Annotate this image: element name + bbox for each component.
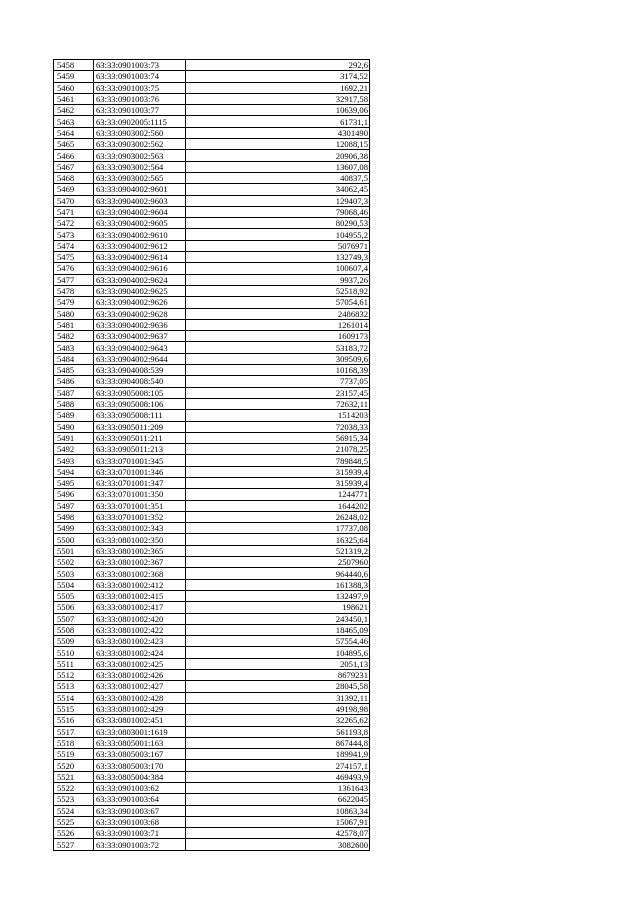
value-cell: 26248,02 bbox=[186, 511, 370, 522]
table-row bbox=[54, 240, 370, 251]
cadastral-number-cell: 63:33:0904002:9605 bbox=[94, 218, 186, 229]
table-row bbox=[54, 816, 370, 827]
row-number-cell: 5489 bbox=[54, 410, 94, 421]
cadastral-number-cell: 63:33:0904002:9603 bbox=[94, 195, 186, 206]
cadastral-number-cell: 63:33:0904002:9628 bbox=[94, 308, 186, 319]
row-number-cell: 5463 bbox=[54, 116, 94, 127]
cadastral-number-cell: 63:33:0701001:345 bbox=[94, 455, 186, 466]
cadastral-number-cell: 63:33:0904002:9637 bbox=[94, 331, 186, 342]
table-row bbox=[54, 477, 370, 488]
value-cell: 23157,45 bbox=[186, 387, 370, 398]
value-cell: 7737,05 bbox=[186, 376, 370, 387]
value-cell: 243450,1 bbox=[186, 613, 370, 624]
cadastral-number-cell: 63:33:0905011:209 bbox=[94, 421, 186, 432]
table-row bbox=[54, 613, 370, 624]
row-number-cell: 5512 bbox=[54, 670, 94, 681]
cadastral-number-cell: 63:33:0904002:9610 bbox=[94, 229, 186, 240]
value-cell: 32265,62 bbox=[186, 715, 370, 726]
row-number-cell: 5468 bbox=[54, 172, 94, 183]
cadastral-number-cell: 63:33:0801002:428 bbox=[94, 692, 186, 703]
table-row bbox=[54, 737, 370, 748]
row-number-cell: 5483 bbox=[54, 342, 94, 353]
cadastral-number-cell: 63:33:0904002:9616 bbox=[94, 263, 186, 274]
cadastral-number-cell: 63:33:0903002:565 bbox=[94, 172, 186, 183]
row-number-cell: 5496 bbox=[54, 489, 94, 500]
table-row bbox=[54, 692, 370, 703]
table-row bbox=[54, 602, 370, 613]
value-cell: 15067,91 bbox=[186, 816, 370, 827]
cadastral-number-cell: 63:33:0903002:564 bbox=[94, 161, 186, 172]
row-number-cell: 5460 bbox=[54, 82, 94, 93]
row-number-cell: 5513 bbox=[54, 681, 94, 692]
cadastral-number-cell: 63:33:0801002:343 bbox=[94, 523, 186, 534]
row-number-cell: 5497 bbox=[54, 500, 94, 511]
table-row bbox=[54, 545, 370, 556]
row-number-cell: 5475 bbox=[54, 252, 94, 263]
value-cell: 309509,6 bbox=[186, 353, 370, 364]
row-number-cell: 5488 bbox=[54, 398, 94, 409]
value-cell: 189941,9 bbox=[186, 749, 370, 760]
value-cell: 17737,08 bbox=[186, 523, 370, 534]
row-number-cell: 5514 bbox=[54, 692, 94, 703]
table-row bbox=[54, 60, 370, 71]
value-cell: 274157,1 bbox=[186, 760, 370, 771]
table-row bbox=[54, 161, 370, 172]
row-number-cell: 5469 bbox=[54, 184, 94, 195]
row-number-cell: 5479 bbox=[54, 297, 94, 308]
row-number-cell: 5506 bbox=[54, 602, 94, 613]
value-cell: 21078,25 bbox=[186, 444, 370, 455]
table-row bbox=[54, 82, 370, 93]
cadastral-number-cell: 63:33:0801002:451 bbox=[94, 715, 186, 726]
cadastral-number-cell: 63:33:0903002:560 bbox=[94, 127, 186, 138]
table-row bbox=[54, 116, 370, 127]
table-row bbox=[54, 703, 370, 714]
row-number-cell: 5478 bbox=[54, 285, 94, 296]
row-number-cell: 5487 bbox=[54, 387, 94, 398]
value-cell: 5076971 bbox=[186, 240, 370, 251]
row-number-cell: 5498 bbox=[54, 511, 94, 522]
value-cell: 1244771 bbox=[186, 489, 370, 500]
row-number-cell: 5492 bbox=[54, 444, 94, 455]
cadastral-number-cell: 63:33:0904008:539 bbox=[94, 365, 186, 376]
value-cell: 13607,08 bbox=[186, 161, 370, 172]
value-cell: 1261014 bbox=[186, 319, 370, 330]
table-row bbox=[54, 218, 370, 229]
table-row bbox=[54, 274, 370, 285]
value-cell: 4301490 bbox=[186, 127, 370, 138]
cadastral-number-cell: 63:33:0901003:74 bbox=[94, 71, 186, 82]
cadastral-number-cell: 63:33:0904002:9625 bbox=[94, 285, 186, 296]
table-row bbox=[54, 647, 370, 658]
value-cell: 79068,46 bbox=[186, 206, 370, 217]
cadastral-number-cell: 63:33:0905008:111 bbox=[94, 410, 186, 421]
cadastral-number-cell: 63:33:0905011:211 bbox=[94, 432, 186, 443]
row-number-cell: 5507 bbox=[54, 613, 94, 624]
row-number-cell: 5518 bbox=[54, 737, 94, 748]
row-number-cell: 5499 bbox=[54, 523, 94, 534]
table-row bbox=[54, 195, 370, 206]
value-cell: 9937,26 bbox=[186, 274, 370, 285]
value-cell: 18465,09 bbox=[186, 624, 370, 635]
value-cell: 61731,1 bbox=[186, 116, 370, 127]
cadastral-value-table bbox=[53, 59, 370, 851]
row-number-cell: 5502 bbox=[54, 557, 94, 568]
value-cell: 53183,72 bbox=[186, 342, 370, 353]
value-cell: 2507960 bbox=[186, 557, 370, 568]
cadastral-number-cell: 63:33:0905011:213 bbox=[94, 444, 186, 455]
table-row bbox=[54, 749, 370, 760]
table-row bbox=[54, 139, 370, 150]
value-cell: 1514203 bbox=[186, 410, 370, 421]
row-number-cell: 5458 bbox=[54, 60, 94, 71]
table-row bbox=[54, 421, 370, 432]
table-row bbox=[54, 263, 370, 274]
value-cell: 40837,5 bbox=[186, 172, 370, 183]
table-row bbox=[54, 387, 370, 398]
table-row bbox=[54, 523, 370, 534]
table-row bbox=[54, 466, 370, 477]
value-cell: 161388,3 bbox=[186, 579, 370, 590]
cadastral-number-cell: 63:33:0701001:350 bbox=[94, 489, 186, 500]
value-cell: 12088,15 bbox=[186, 139, 370, 150]
value-cell: 42578,07 bbox=[186, 828, 370, 839]
value-cell: 104955,2 bbox=[186, 229, 370, 240]
cadastral-number-cell: 63:33:0904002:9604 bbox=[94, 206, 186, 217]
row-number-cell: 5523 bbox=[54, 794, 94, 805]
cadastral-number-cell: 63:33:0901003:76 bbox=[94, 93, 186, 104]
table-row bbox=[54, 805, 370, 816]
row-number-cell: 5476 bbox=[54, 263, 94, 274]
table-row bbox=[54, 771, 370, 782]
row-number-cell: 5491 bbox=[54, 432, 94, 443]
cadastral-number-cell: 63:33:0904002:9636 bbox=[94, 319, 186, 330]
cadastral-number-cell: 63:33:0801002:412 bbox=[94, 579, 186, 590]
row-number-cell: 5493 bbox=[54, 455, 94, 466]
row-number-cell: 5501 bbox=[54, 545, 94, 556]
cadastral-number-cell: 63:33:0904002:9644 bbox=[94, 353, 186, 364]
value-cell: 31392,11 bbox=[186, 692, 370, 703]
value-cell: 72632,11 bbox=[186, 398, 370, 409]
cadastral-number-cell: 63:33:0901003:77 bbox=[94, 105, 186, 116]
cadastral-number-cell: 63:33:0901003:62 bbox=[94, 783, 186, 794]
table-row bbox=[54, 579, 370, 590]
table-row bbox=[54, 297, 370, 308]
table-row bbox=[54, 557, 370, 568]
table-row bbox=[54, 376, 370, 387]
cadastral-number-cell: 63:33:0801002:417 bbox=[94, 602, 186, 613]
row-number-cell: 5486 bbox=[54, 376, 94, 387]
table-row bbox=[54, 455, 370, 466]
value-cell: 10168,39 bbox=[186, 365, 370, 376]
table-row bbox=[54, 229, 370, 240]
value-cell: 8679231 bbox=[186, 670, 370, 681]
table-row bbox=[54, 715, 370, 726]
row-number-cell: 5484 bbox=[54, 353, 94, 364]
value-cell: 129407,3 bbox=[186, 195, 370, 206]
row-number-cell: 5473 bbox=[54, 229, 94, 240]
value-cell: 72038,33 bbox=[186, 421, 370, 432]
table-row bbox=[54, 353, 370, 364]
value-cell: 2051,13 bbox=[186, 658, 370, 669]
table-row bbox=[54, 658, 370, 669]
value-cell: 32917,58 bbox=[186, 93, 370, 104]
table-row bbox=[54, 500, 370, 511]
cadastral-number-cell: 63:33:0901003:64 bbox=[94, 794, 186, 805]
table-row bbox=[54, 794, 370, 805]
cadastral-number-cell: 63:33:0805001:163 bbox=[94, 737, 186, 748]
row-number-cell: 5525 bbox=[54, 816, 94, 827]
table-row bbox=[54, 206, 370, 217]
table-row bbox=[54, 398, 370, 409]
cadastral-number-cell: 63:33:0904002:9626 bbox=[94, 297, 186, 308]
value-cell: 57554,46 bbox=[186, 636, 370, 647]
row-number-cell: 5494 bbox=[54, 466, 94, 477]
row-number-cell: 5527 bbox=[54, 839, 94, 850]
cadastral-number-cell: 63:33:0801002:424 bbox=[94, 647, 186, 658]
row-number-cell: 5471 bbox=[54, 206, 94, 217]
cadastral-number-cell: 63:33:0801002:427 bbox=[94, 681, 186, 692]
cadastral-number-cell: 63:33:0801002:429 bbox=[94, 703, 186, 714]
table-row bbox=[54, 331, 370, 342]
cadastral-number-cell: 63:33:0904002:9612 bbox=[94, 240, 186, 251]
table-row bbox=[54, 670, 370, 681]
table-row bbox=[54, 432, 370, 443]
value-cell: 132749,3 bbox=[186, 252, 370, 263]
row-number-cell: 5485 bbox=[54, 365, 94, 376]
table-row bbox=[54, 568, 370, 579]
table-row bbox=[54, 150, 370, 161]
value-cell: 292,6 bbox=[186, 60, 370, 71]
cadastral-number-cell: 63:33:0903002:562 bbox=[94, 139, 186, 150]
cadastral-number-cell: 63:33:0801002:365 bbox=[94, 545, 186, 556]
table-row bbox=[54, 783, 370, 794]
table-row bbox=[54, 365, 370, 376]
value-cell: 28045,58 bbox=[186, 681, 370, 692]
row-number-cell: 5472 bbox=[54, 218, 94, 229]
table-row bbox=[54, 71, 370, 82]
value-cell: 1644202 bbox=[186, 500, 370, 511]
value-cell: 1361643 bbox=[186, 783, 370, 794]
cadastral-number-cell: 63:33:0801002:350 bbox=[94, 534, 186, 545]
row-number-cell: 5511 bbox=[54, 658, 94, 669]
table-row bbox=[54, 681, 370, 692]
row-number-cell: 5465 bbox=[54, 139, 94, 150]
cadastral-number-cell: 63:33:0905008:106 bbox=[94, 398, 186, 409]
row-number-cell: 5481 bbox=[54, 319, 94, 330]
row-number-cell: 5504 bbox=[54, 579, 94, 590]
row-number-cell: 5467 bbox=[54, 161, 94, 172]
value-cell: 100607,4 bbox=[186, 263, 370, 274]
table-row bbox=[54, 760, 370, 771]
value-cell: 1609173 bbox=[186, 331, 370, 342]
value-cell: 132497,9 bbox=[186, 590, 370, 601]
row-number-cell: 5515 bbox=[54, 703, 94, 714]
table-row bbox=[54, 184, 370, 195]
table-row bbox=[54, 636, 370, 647]
value-cell: 104895,6 bbox=[186, 647, 370, 658]
value-cell: 10863,34 bbox=[186, 805, 370, 816]
value-cell: 198621 bbox=[186, 602, 370, 613]
cadastral-number-cell: 63:33:0904008:540 bbox=[94, 376, 186, 387]
row-number-cell: 5517 bbox=[54, 726, 94, 737]
value-cell: 34062,45 bbox=[186, 184, 370, 195]
row-number-cell: 5482 bbox=[54, 331, 94, 342]
value-cell: 315939,4 bbox=[186, 477, 370, 488]
table-row bbox=[54, 839, 370, 850]
value-cell: 20906,38 bbox=[186, 150, 370, 161]
value-cell: 52518,92 bbox=[186, 285, 370, 296]
cadastral-number-cell: 63:33:0901003:67 bbox=[94, 805, 186, 816]
cadastral-number-cell: 63:33:0803001:1619 bbox=[94, 726, 186, 737]
table-row bbox=[54, 319, 370, 330]
value-cell: 1692,21 bbox=[186, 82, 370, 93]
row-number-cell: 5459 bbox=[54, 71, 94, 82]
value-cell: 2486832 bbox=[186, 308, 370, 319]
value-cell: 6622045 bbox=[186, 794, 370, 805]
cadastral-number-cell: 63:33:0805003:170 bbox=[94, 760, 186, 771]
row-number-cell: 5462 bbox=[54, 105, 94, 116]
row-number-cell: 5495 bbox=[54, 477, 94, 488]
value-cell: 469493,9 bbox=[186, 771, 370, 782]
value-cell: 789848,5 bbox=[186, 455, 370, 466]
cadastral-number-cell: 63:33:0701001:347 bbox=[94, 477, 186, 488]
row-number-cell: 5524 bbox=[54, 805, 94, 816]
table-row bbox=[54, 127, 370, 138]
value-cell: 49198,98 bbox=[186, 703, 370, 714]
row-number-cell: 5522 bbox=[54, 783, 94, 794]
cadastral-number-cell: 63:33:0905008:105 bbox=[94, 387, 186, 398]
table-row bbox=[54, 590, 370, 601]
cadastral-number-cell: 63:33:0901003:73 bbox=[94, 60, 186, 71]
cadastral-number-cell: 63:33:0805004:384 bbox=[94, 771, 186, 782]
cadastral-number-cell: 63:33:0801002:422 bbox=[94, 624, 186, 635]
table-row bbox=[54, 511, 370, 522]
cadastral-number-cell: 63:33:0902005:1115 bbox=[94, 116, 186, 127]
table-body bbox=[54, 60, 370, 851]
table-row bbox=[54, 285, 370, 296]
row-number-cell: 5521 bbox=[54, 771, 94, 782]
value-cell: 964440,6 bbox=[186, 568, 370, 579]
table-row bbox=[54, 308, 370, 319]
value-cell: 867444,8 bbox=[186, 737, 370, 748]
cadastral-number-cell: 63:33:0901003:72 bbox=[94, 839, 186, 850]
cadastral-number-cell: 63:33:0904002:9614 bbox=[94, 252, 186, 263]
value-cell: 561193,8 bbox=[186, 726, 370, 737]
table-row bbox=[54, 252, 370, 263]
value-cell: 3174,52 bbox=[186, 71, 370, 82]
cadastral-number-cell: 63:33:0701001:346 bbox=[94, 466, 186, 477]
cadastral-number-cell: 63:33:0801002:368 bbox=[94, 568, 186, 579]
row-number-cell: 5516 bbox=[54, 715, 94, 726]
cadastral-number-cell: 63:33:0805003:167 bbox=[94, 749, 186, 760]
value-cell: 315939,4 bbox=[186, 466, 370, 477]
cadastral-number-cell: 63:33:0901003:71 bbox=[94, 828, 186, 839]
value-cell: 3082600 bbox=[186, 839, 370, 850]
value-cell: 80290,53 bbox=[186, 218, 370, 229]
value-cell: 57054,61 bbox=[186, 297, 370, 308]
row-number-cell: 5503 bbox=[54, 568, 94, 579]
table-row bbox=[54, 489, 370, 500]
table-row bbox=[54, 534, 370, 545]
value-cell: 16325,64 bbox=[186, 534, 370, 545]
row-number-cell: 5505 bbox=[54, 590, 94, 601]
cadastral-number-cell: 63:33:0801002:367 bbox=[94, 557, 186, 568]
cadastral-number-cell: 63:33:0801002:415 bbox=[94, 590, 186, 601]
row-number-cell: 5470 bbox=[54, 195, 94, 206]
cadastral-number-cell: 63:33:0904002:9643 bbox=[94, 342, 186, 353]
row-number-cell: 5500 bbox=[54, 534, 94, 545]
row-number-cell: 5480 bbox=[54, 308, 94, 319]
cadastral-number-cell: 63:33:0901003:75 bbox=[94, 82, 186, 93]
cadastral-number-cell: 63:33:0904002:9601 bbox=[94, 184, 186, 195]
cadastral-number-cell: 63:33:0701001:352 bbox=[94, 511, 186, 522]
row-number-cell: 5490 bbox=[54, 421, 94, 432]
row-number-cell: 5519 bbox=[54, 749, 94, 760]
row-number-cell: 5520 bbox=[54, 760, 94, 771]
cadastral-number-cell: 63:33:0801002:426 bbox=[94, 670, 186, 681]
table-row bbox=[54, 105, 370, 116]
table-row bbox=[54, 444, 370, 455]
row-number-cell: 5477 bbox=[54, 274, 94, 285]
cadastral-number-cell: 63:33:0801002:425 bbox=[94, 658, 186, 669]
table-row bbox=[54, 172, 370, 183]
cadastral-number-cell: 63:33:0701001:351 bbox=[94, 500, 186, 511]
table-row bbox=[54, 828, 370, 839]
value-cell: 521319,2 bbox=[186, 545, 370, 556]
cadastral-number-cell: 63:33:0903002:563 bbox=[94, 150, 186, 161]
row-number-cell: 5466 bbox=[54, 150, 94, 161]
cadastral-number-cell: 63:33:0901003:68 bbox=[94, 816, 186, 827]
row-number-cell: 5464 bbox=[54, 127, 94, 138]
table-row bbox=[54, 726, 370, 737]
row-number-cell: 5461 bbox=[54, 93, 94, 104]
value-cell: 10639,06 bbox=[186, 105, 370, 116]
row-number-cell: 5509 bbox=[54, 636, 94, 647]
row-number-cell: 5474 bbox=[54, 240, 94, 251]
table-row bbox=[54, 410, 370, 421]
value-cell: 56915,34 bbox=[186, 432, 370, 443]
table-row bbox=[54, 342, 370, 353]
table-row bbox=[54, 624, 370, 635]
cadastral-number-cell: 63:33:0801002:423 bbox=[94, 636, 186, 647]
row-number-cell: 5508 bbox=[54, 624, 94, 635]
row-number-cell: 5510 bbox=[54, 647, 94, 658]
cadastral-number-cell: 63:33:0904002:9624 bbox=[94, 274, 186, 285]
row-number-cell: 5526 bbox=[54, 828, 94, 839]
cadastral-number-cell: 63:33:0801002:420 bbox=[94, 613, 186, 624]
table-row bbox=[54, 93, 370, 104]
